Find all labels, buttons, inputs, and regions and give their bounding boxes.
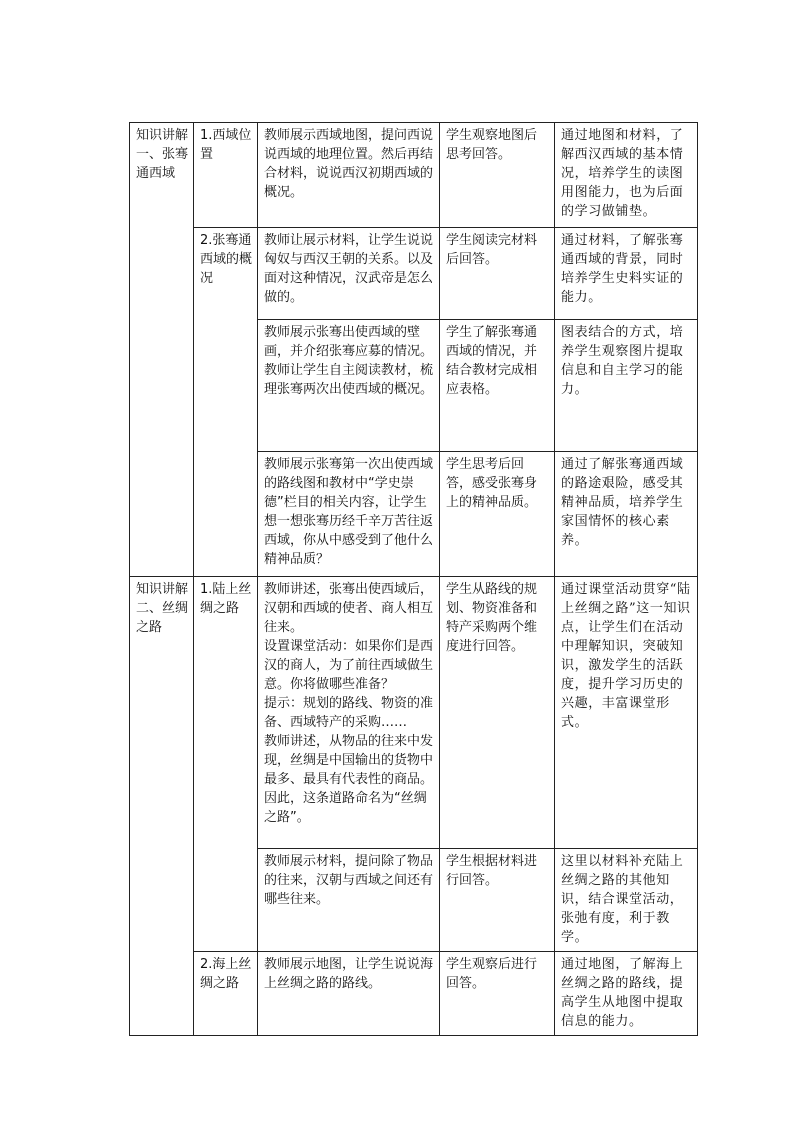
subtopic-cell: 1.西域位置 [194, 123, 258, 228]
subtopic-cell: 2.海上丝绸之路 [194, 952, 258, 1036]
section-cell: 知识讲解二、丝绸之路 [130, 577, 194, 1036]
student-activity-cell: 学生阅读完材料后回答。 [440, 228, 555, 320]
design-intent-cell: 通过课堂活动贯穿“陆上丝绸之路”这一知识点，让学生们在活动中理解知识，突破知识，激发学生的活跃度，提升学习历史的兴趣，丰富课堂形式。 [555, 577, 698, 849]
student-activity-cell: 学生观察地图后思考回答。 [440, 123, 555, 228]
design-intent-cell: 通过了解张骞通西域的路途艰险，感受其精神品质，培养学生家国情怀的核心素养。 [555, 452, 698, 577]
design-intent-cell: 这里以材料补充陆上丝绸之路的其他知识，结合课堂活动，张弛有度，利于教学。 [555, 849, 698, 952]
teacher-activity-cell: 教师展示张骞第一次出使西域的路线图和教材中“学史崇德”栏目的相关内容，让学生想一想张骞历经千辛万苦往返西域，你从中感受到了他什么精神品质？ [258, 452, 440, 577]
teacher-activity-cell: 教师展示张骞出使西域的壁画，并介绍张骞应募的情况。 教师让学生自主阅读教材，梳理张骞两次出使西域的概况。 [258, 320, 440, 452]
teacher-activity-cell: 教师展示地图，让学生说说海上丝绸之路的路线。 [258, 952, 440, 1036]
section-cell: 知识讲解一、张骞通西域 [130, 123, 194, 577]
design-intent-cell: 通过材料，了解张骞通西域的背景，同时培养学生史料实证的能力。 [555, 228, 698, 320]
design-intent-cell: 通过地图，了解海上丝绸之路的路线，提高学生从地图中提取信息的能力。 [555, 952, 698, 1036]
subtopic-cell: 1.陆上丝绸之路 [194, 577, 258, 952]
design-intent-cell: 图表结合的方式，培养学生观察图片提取信息和自主学习的能力。 [555, 320, 698, 452]
table-row [130, 123, 698, 228]
teacher-activity-cell: 教师讲述，张骞出使西域后，汉朝和西域的使者、商人相互往来。 设置课堂活动：如果你们是西汉的商人，为了前往西域做生意。你将做哪些准备？ 提示：规划的路线、物资的准备、西域特产的采购…… 教师讲述，从物品的往来中发现，丝绸是中国输出的货物中最多、最具有代表性的商品。因此，这条道路命名为“丝绸之路”。 [258, 577, 440, 849]
design-intent-cell: 通过地图和材料，了解西汉西域的基本情况，培养学生的读图用图能力，也为后面的学习做铺垫。 [555, 123, 698, 228]
teacher-activity-cell: 教师让展示材料，让学生说说匈奴与西汉王朝的关系。以及面对这种情况，汉武帝是怎么做的。 [258, 228, 440, 320]
student-activity-cell: 学生根据材料进行回答。 [440, 849, 555, 952]
teacher-activity-cell: 教师展示材料，提问除了物品的往来，汉朝与西域之间还有哪些往来。 [258, 849, 440, 952]
student-activity-cell: 学生从路线的规划、物资准备和特产采购两个维度进行回答。 [440, 577, 555, 849]
student-activity-cell: 学生思考后回答，感受张骞身上的精神品质。 [440, 452, 555, 577]
table-row [130, 952, 698, 1036]
lesson-plan-table [129, 122, 698, 1036]
subtopic-cell: 2.张骞通西域的概况 [194, 228, 258, 577]
teacher-activity-cell: 教师展示西域地图，提问西说说西域的地理位置。然后再结合材料，说说西汉初期西域的概况。 [258, 123, 440, 228]
student-activity-cell: 学生观察后进行回答。 [440, 952, 555, 1036]
student-activity-cell: 学生了解张骞通西域的情况，并结合教材完成相应表格。 [440, 320, 555, 452]
table-row [130, 228, 698, 320]
table-row [130, 577, 698, 849]
